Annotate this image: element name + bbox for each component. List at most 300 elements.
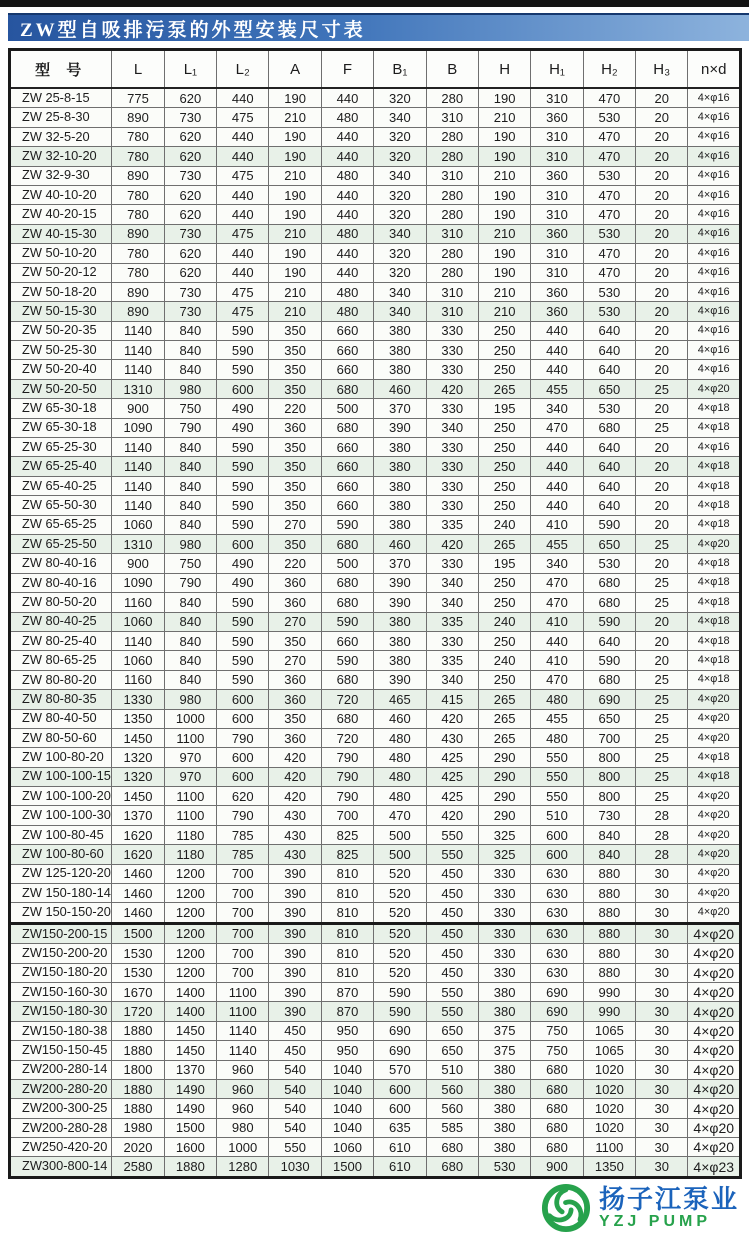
header-cell-3: L₂ [217, 50, 269, 89]
cell: 1400 [164, 982, 216, 1001]
cell: 360 [269, 670, 321, 689]
cell: 1020 [583, 1099, 635, 1118]
cell: 25 [636, 748, 688, 767]
cell: 1140 [112, 438, 164, 457]
table-row [10, 244, 741, 263]
cell: 590 [217, 593, 269, 612]
cell: 4×φ18 [688, 515, 741, 534]
cell: 810 [321, 864, 373, 883]
table-row [10, 534, 741, 553]
cell: 1350 [583, 1157, 635, 1177]
cell: 650 [583, 709, 635, 728]
cell: 630 [531, 884, 583, 903]
cell: 730 [164, 302, 216, 321]
table-row [10, 147, 741, 166]
cell: 1100 [164, 806, 216, 825]
table-row [10, 690, 741, 709]
cell: 415 [426, 690, 478, 709]
cell: 4×φ20 [688, 825, 741, 844]
cell: 660 [321, 496, 373, 515]
cell-model: ZW 80-25-40 [10, 631, 112, 650]
cell: 4×φ18 [688, 496, 741, 515]
cell: 390 [269, 944, 321, 963]
cell: 20 [636, 147, 688, 166]
cell: 440 [531, 476, 583, 495]
cell: 265 [478, 728, 530, 747]
cell: 590 [217, 612, 269, 631]
cell: 30 [636, 944, 688, 963]
cell: 1100 [164, 787, 216, 806]
cell: 840 [164, 476, 216, 495]
cell: 750 [531, 1041, 583, 1060]
cell: 1490 [164, 1079, 216, 1098]
cell: 530 [583, 554, 635, 573]
cell: 630 [531, 963, 583, 982]
cell: 810 [321, 884, 373, 903]
cell: 1490 [164, 1099, 216, 1118]
cell: 660 [321, 476, 373, 495]
cell: 520 [374, 903, 426, 923]
cell: 20 [636, 360, 688, 379]
cell: 250 [478, 593, 530, 612]
cell: 340 [426, 573, 478, 592]
cell-model: ZW 100-100-15 [10, 767, 112, 786]
cell: 600 [217, 767, 269, 786]
cell: 630 [531, 923, 583, 943]
cell: 690 [583, 690, 635, 709]
cell: 1060 [112, 651, 164, 670]
cell: 590 [217, 476, 269, 495]
cell: 630 [531, 864, 583, 883]
cell: 4×φ20 [688, 728, 741, 747]
cell: 380 [374, 476, 426, 495]
cell: 780 [112, 205, 164, 224]
cell: 650 [426, 1041, 478, 1060]
cell-model: ZW 80-80-35 [10, 690, 112, 709]
table-row [10, 728, 741, 747]
cell-model: ZW200-280-20 [10, 1079, 112, 1098]
cell: 1450 [164, 1041, 216, 1060]
cell: 250 [478, 418, 530, 437]
table-row [10, 185, 741, 204]
cell: 250 [478, 573, 530, 592]
cell: 1800 [112, 1060, 164, 1079]
cell: 290 [478, 767, 530, 786]
cell: 440 [321, 147, 373, 166]
cell: 4×φ20 [688, 1041, 741, 1060]
cell: 825 [321, 825, 373, 844]
cell: 1140 [112, 360, 164, 379]
cell: 690 [531, 982, 583, 1001]
cell: 480 [531, 690, 583, 709]
cell: 1600 [164, 1138, 216, 1157]
page-title: ZW型自吸排污泵的外型安装尺寸表 [20, 19, 366, 41]
cell: 590 [217, 651, 269, 670]
cell: 20 [636, 224, 688, 243]
cell: 450 [426, 903, 478, 923]
cell: 425 [426, 748, 478, 767]
cell: 640 [583, 438, 635, 457]
cell: 440 [321, 127, 373, 146]
cell-model: ZW 125-120-20 [10, 864, 112, 883]
cell: 20 [636, 205, 688, 224]
cell: 530 [583, 224, 635, 243]
cell-model: ZW 80-40-16 [10, 573, 112, 592]
cell: 190 [269, 88, 321, 108]
cell: 660 [321, 321, 373, 340]
cell: 4×φ23 [688, 1157, 741, 1177]
cell: 280 [426, 127, 478, 146]
cell: 4×φ20 [688, 709, 741, 728]
cell: 475 [217, 166, 269, 185]
cell: 980 [164, 534, 216, 553]
cell: 1500 [164, 1118, 216, 1137]
cell: 480 [321, 302, 373, 321]
cell: 1880 [112, 1041, 164, 1060]
cell: 840 [164, 360, 216, 379]
cell: 840 [164, 651, 216, 670]
cell: 840 [164, 670, 216, 689]
cell: 530 [583, 166, 635, 185]
cell: 1060 [112, 612, 164, 631]
cell: 4×φ16 [688, 224, 741, 243]
cell: 780 [112, 147, 164, 166]
cell: 290 [478, 806, 530, 825]
cell: 25 [636, 709, 688, 728]
cell: 390 [374, 593, 426, 612]
cell: 840 [583, 845, 635, 864]
table-row [10, 1060, 741, 1079]
cell: 25 [636, 787, 688, 806]
cell: 4×φ20 [688, 1021, 741, 1040]
cell: 380 [374, 341, 426, 360]
cell: 780 [112, 263, 164, 282]
table-row [10, 282, 741, 301]
cell-model: ZW 65-30-18 [10, 418, 112, 437]
table-row [10, 205, 741, 224]
cell: 430 [269, 806, 321, 825]
cell: 1450 [112, 787, 164, 806]
cell: 380 [478, 1060, 530, 1079]
cell: 620 [164, 244, 216, 263]
table-row [10, 593, 741, 612]
cell: 455 [531, 534, 583, 553]
cell: 250 [478, 476, 530, 495]
cell: 1450 [112, 728, 164, 747]
cell: 880 [583, 963, 635, 982]
cell: 660 [321, 631, 373, 650]
cell: 335 [426, 515, 478, 534]
cell: 330 [478, 923, 530, 943]
table-row [10, 1138, 741, 1157]
cell: 620 [217, 787, 269, 806]
cell: 4×φ20 [688, 963, 741, 982]
cell: 690 [531, 1002, 583, 1021]
cell: 470 [531, 593, 583, 612]
cell: 1020 [583, 1118, 635, 1137]
cell: 440 [531, 438, 583, 457]
cell: 540 [269, 1079, 321, 1098]
cell: 1100 [217, 982, 269, 1001]
cell: 840 [164, 341, 216, 360]
cell-model: ZW150-180-20 [10, 963, 112, 982]
cell: 1040 [321, 1099, 373, 1118]
cell: 530 [583, 399, 635, 418]
cell: 720 [321, 690, 373, 709]
cell: 340 [426, 670, 478, 689]
cell-model: ZW 100-80-45 [10, 825, 112, 844]
table-row [10, 787, 741, 806]
cell: 280 [426, 147, 478, 166]
table-row [10, 341, 741, 360]
cell: 4×φ16 [688, 108, 741, 127]
cell: 450 [426, 963, 478, 982]
cell: 600 [217, 534, 269, 553]
cell: 30 [636, 1099, 688, 1118]
cell: 20 [636, 438, 688, 457]
cell: 4×φ18 [688, 399, 741, 418]
cell: 785 [217, 825, 269, 844]
cell: 730 [164, 108, 216, 127]
cell: 20 [636, 302, 688, 321]
cell: 470 [374, 806, 426, 825]
cell: 700 [217, 864, 269, 883]
cell: 680 [583, 573, 635, 592]
cell: 1140 [112, 631, 164, 650]
cell: 380 [374, 360, 426, 379]
cell: 270 [269, 515, 321, 534]
cell: 980 [217, 1118, 269, 1137]
cell: 1320 [112, 748, 164, 767]
cell: 1100 [217, 1002, 269, 1021]
table-row [10, 457, 741, 476]
table-row [10, 476, 741, 495]
cell: 1040 [321, 1079, 373, 1098]
cell: 590 [217, 438, 269, 457]
cell: 280 [426, 185, 478, 204]
cell: 30 [636, 1002, 688, 1021]
cell: 380 [478, 982, 530, 1001]
cell: 1140 [217, 1041, 269, 1060]
table-row [10, 554, 741, 573]
cell: 20 [636, 554, 688, 573]
cell: 280 [426, 263, 478, 282]
cell: 4×φ20 [688, 884, 741, 903]
cell: 550 [426, 845, 478, 864]
cell: 490 [217, 399, 269, 418]
cell: 475 [217, 282, 269, 301]
cell: 840 [164, 593, 216, 612]
cell: 270 [269, 651, 321, 670]
cell: 600 [217, 748, 269, 767]
table-row [10, 845, 741, 864]
cell: 890 [112, 302, 164, 321]
cell: 780 [112, 185, 164, 204]
cell: 25 [636, 379, 688, 398]
cell: 210 [478, 282, 530, 301]
cell: 490 [217, 554, 269, 573]
cell: 470 [583, 147, 635, 166]
cell-model: ZW 50-20-12 [10, 263, 112, 282]
cell: 20 [636, 282, 688, 301]
cell: 1530 [112, 963, 164, 982]
cell: 530 [583, 302, 635, 321]
cell: 500 [374, 825, 426, 844]
cell: 325 [478, 845, 530, 864]
cell: 4×φ20 [688, 1002, 741, 1021]
table-body [10, 88, 741, 1177]
cell: 500 [374, 845, 426, 864]
cell: 440 [217, 185, 269, 204]
cell: 4×φ20 [688, 1118, 741, 1137]
cell: 680 [321, 709, 373, 728]
cell-model: ZW 25-8-30 [10, 108, 112, 127]
cell-model: ZW 100-100-20 [10, 787, 112, 806]
cell: 790 [217, 728, 269, 747]
cell: 390 [269, 963, 321, 982]
cell: 870 [321, 1002, 373, 1021]
cell: 360 [531, 108, 583, 127]
cell: 380 [478, 1099, 530, 1118]
cell: 380 [374, 438, 426, 457]
cell: 960 [217, 1060, 269, 1079]
cell-model: ZW 65-25-30 [10, 438, 112, 457]
cell: 550 [531, 748, 583, 767]
cell: 330 [426, 496, 478, 515]
cell: 590 [583, 515, 635, 534]
header-cell-12: n×d [688, 50, 741, 89]
cell: 190 [269, 185, 321, 204]
cell: 1200 [164, 903, 216, 923]
cell: 490 [217, 418, 269, 437]
cell: 780 [112, 127, 164, 146]
cell: 480 [374, 767, 426, 786]
cell: 20 [636, 166, 688, 185]
cell: 360 [269, 593, 321, 612]
cell: 680 [583, 418, 635, 437]
cell: 600 [217, 709, 269, 728]
header-cell-5: F [321, 50, 373, 89]
cell: 550 [426, 825, 478, 844]
cell: 190 [478, 88, 530, 108]
cell: 4×φ20 [688, 1138, 741, 1157]
cell: 750 [164, 554, 216, 573]
cell: 520 [374, 944, 426, 963]
cell: 650 [583, 534, 635, 553]
cell: 640 [583, 476, 635, 495]
table-row [10, 944, 741, 963]
cell-model: ZW 80-80-20 [10, 670, 112, 689]
header-row [10, 50, 741, 89]
cell: 360 [269, 728, 321, 747]
cell: 1530 [112, 944, 164, 963]
cell: 310 [426, 224, 478, 243]
cell: 340 [531, 554, 583, 573]
cell: 4×φ16 [688, 360, 741, 379]
cell: 290 [478, 748, 530, 767]
table-row [10, 1041, 741, 1060]
cell: 1200 [164, 864, 216, 883]
cell: 380 [478, 1118, 530, 1137]
table-row [10, 418, 741, 437]
cell: 530 [583, 108, 635, 127]
cell: 390 [269, 1002, 321, 1021]
cell: 1180 [164, 845, 216, 864]
cell: 440 [531, 631, 583, 650]
cell-model: ZW 80-40-25 [10, 612, 112, 631]
cell: 1030 [269, 1157, 321, 1177]
cell: 25 [636, 593, 688, 612]
table-row [10, 496, 741, 515]
cell: 280 [426, 244, 478, 263]
cell-model: ZW200-280-28 [10, 1118, 112, 1137]
cell: 380 [374, 496, 426, 515]
cell: 680 [321, 534, 373, 553]
cell: 25 [636, 534, 688, 553]
cell: 810 [321, 944, 373, 963]
cell: 330 [478, 864, 530, 883]
cell: 810 [321, 963, 373, 982]
cell: 450 [269, 1041, 321, 1060]
cell: 190 [478, 263, 530, 282]
cell: 4×φ16 [688, 282, 741, 301]
cell: 590 [374, 1002, 426, 1021]
header-cell-2: L₁ [164, 50, 216, 89]
cell-model: ZW 50-25-30 [10, 341, 112, 360]
cell: 635 [374, 1118, 426, 1137]
cell: 190 [269, 263, 321, 282]
cell: 620 [164, 88, 216, 108]
cell: 210 [478, 302, 530, 321]
cell: 1020 [583, 1060, 635, 1079]
cell-model: ZW 50-18-20 [10, 282, 112, 301]
cell-model: ZW300-800-14 [10, 1157, 112, 1177]
cell: 28 [636, 825, 688, 844]
cell: 1065 [583, 1041, 635, 1060]
cell: 330 [426, 554, 478, 573]
cell: 550 [531, 767, 583, 786]
cell: 1350 [112, 709, 164, 728]
cell: 220 [269, 554, 321, 573]
cell: 660 [321, 438, 373, 457]
top-strip [0, 0, 749, 7]
cell: 1060 [112, 515, 164, 534]
cell: 4×φ16 [688, 147, 741, 166]
cell-model: ZW150-180-38 [10, 1021, 112, 1040]
table-row [10, 612, 741, 631]
cell: 4×φ20 [688, 690, 741, 709]
cell: 680 [321, 379, 373, 398]
cell-model: ZW 80-65-25 [10, 651, 112, 670]
cell: 890 [112, 282, 164, 301]
cell-model: ZW 150-150-20 [10, 903, 112, 923]
cell: 4×φ18 [688, 476, 741, 495]
table-row [10, 399, 741, 418]
cell: 4×φ18 [688, 554, 741, 573]
cell: 700 [321, 806, 373, 825]
table-row [10, 302, 741, 321]
cell: 1090 [112, 573, 164, 592]
cell: 350 [269, 438, 321, 457]
cell: 870 [321, 982, 373, 1001]
cell: 30 [636, 1079, 688, 1098]
cell-model: ZW 40-20-15 [10, 205, 112, 224]
cell: 330 [426, 438, 478, 457]
cell: 240 [478, 612, 530, 631]
cell: 590 [217, 515, 269, 534]
table-row [10, 438, 741, 457]
cell: 25 [636, 690, 688, 709]
